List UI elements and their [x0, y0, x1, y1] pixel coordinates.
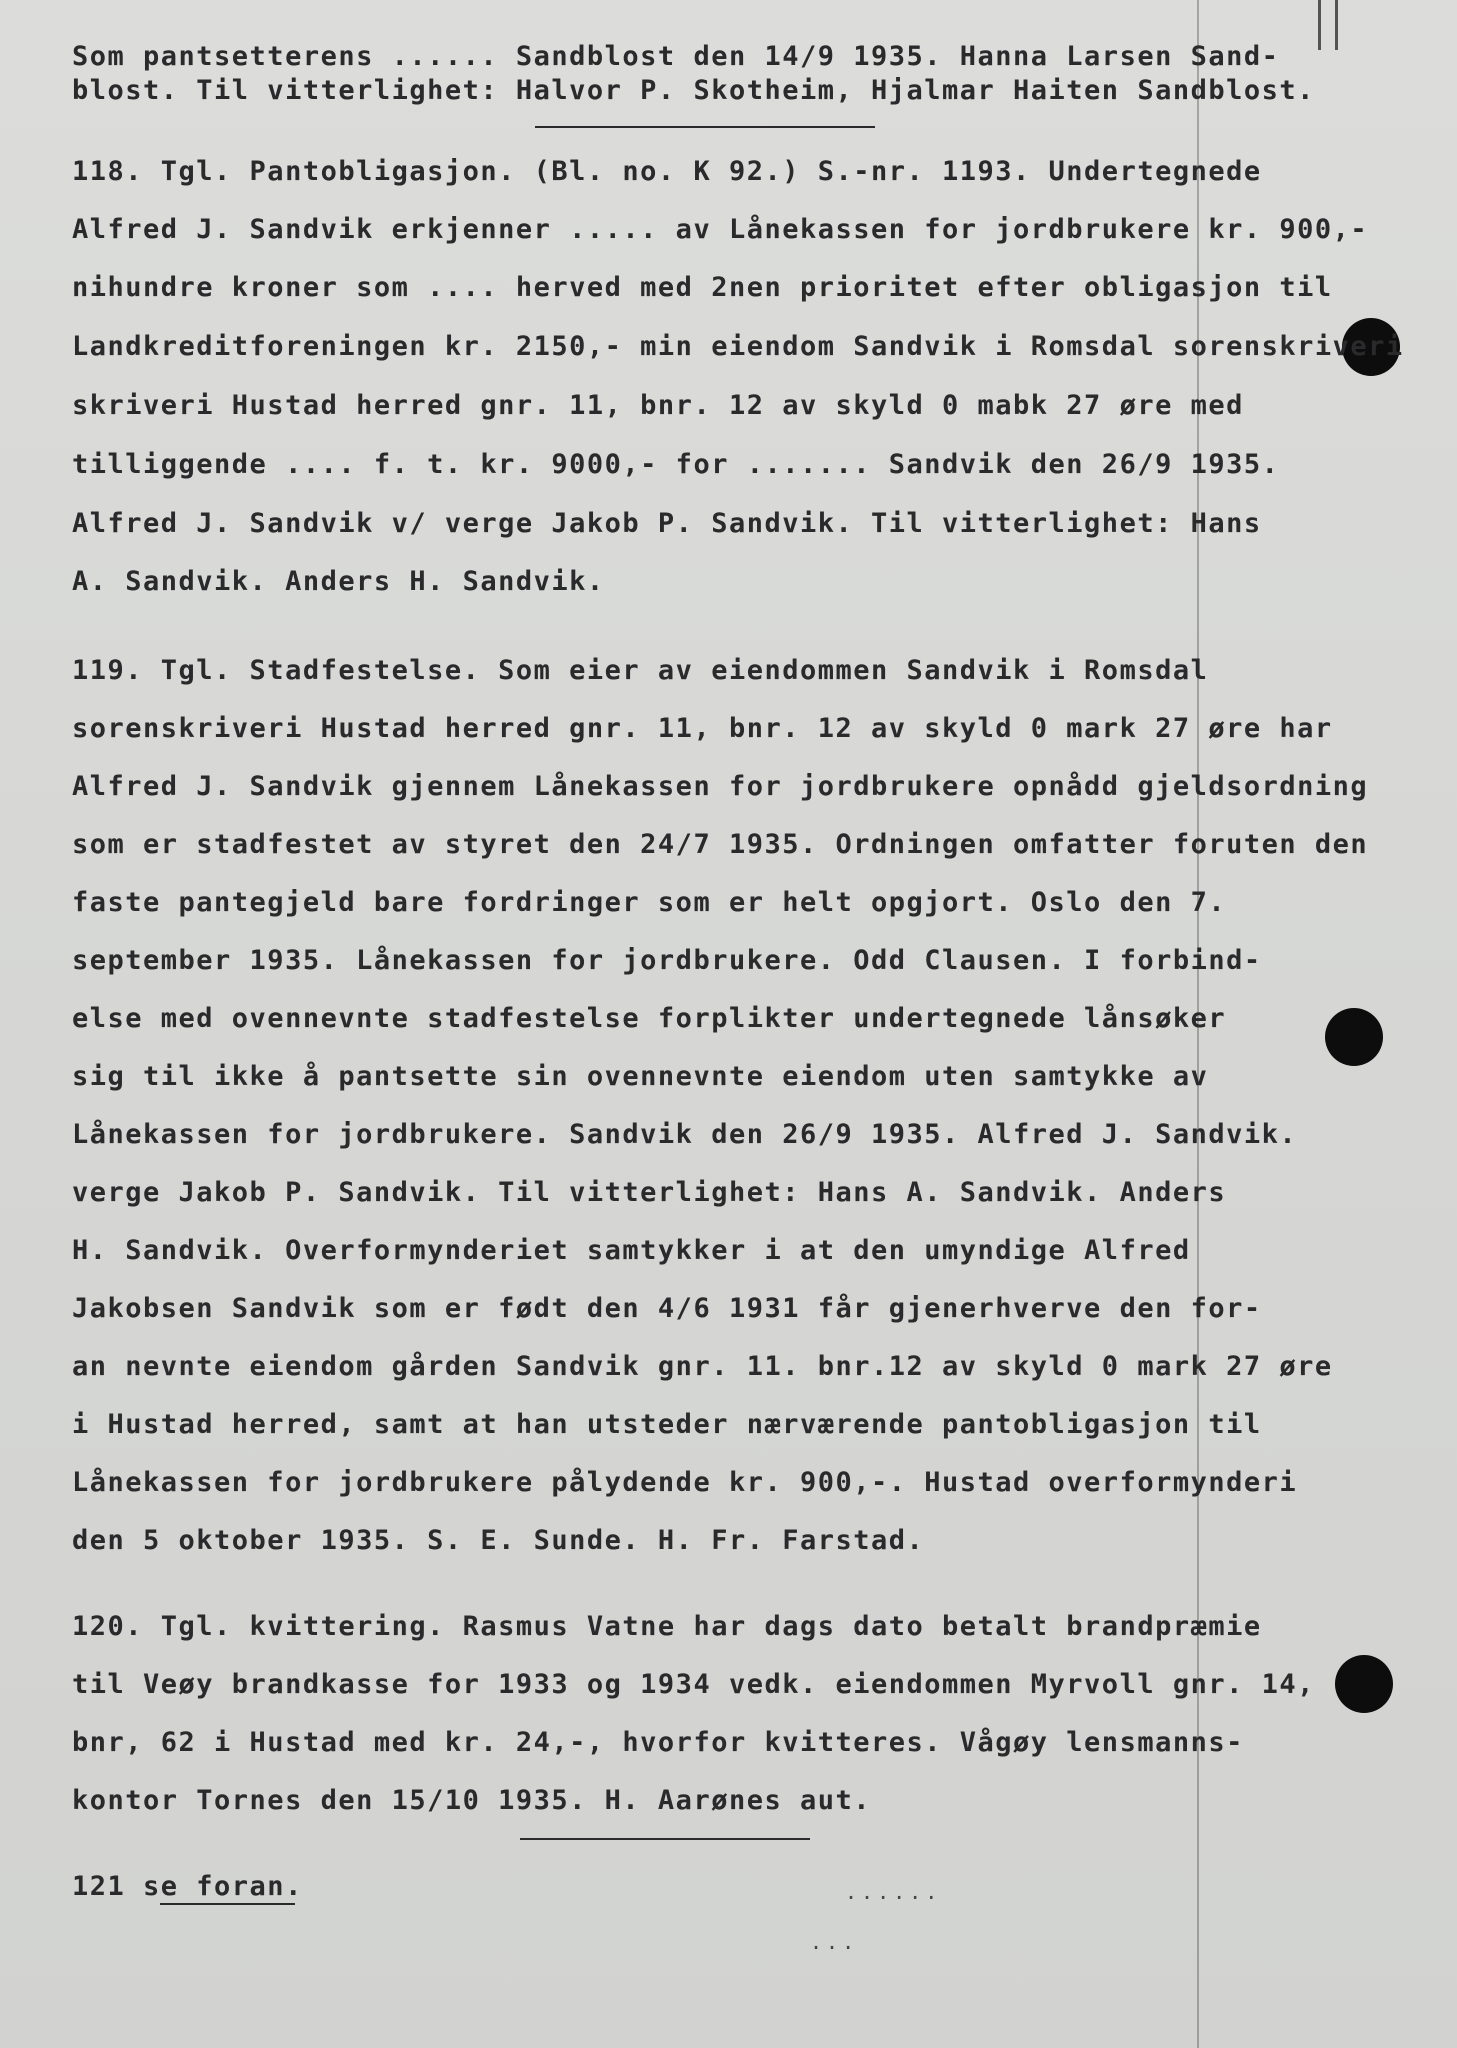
entry-118-line-4: Landkreditforeningen kr. 2150,- min eiendom Sandvik i Romsdal sorenskriveri [72, 331, 1404, 362]
punch-hole-bottom [1335, 1655, 1393, 1713]
entry-119-line-7: else med ovennevnte stadfestelse forplikter undertegnede lånsøker [72, 1003, 1227, 1034]
entry-121-line: 121 se foran. [72, 1871, 303, 1902]
dot-mark-2: ... [810, 1930, 859, 1954]
entry-119-line-10: verge Jakob P. Sandvik. Til vitterlighet: Hans A. Sandvik. Anders [72, 1177, 1227, 1208]
entry-119-line-16: den 5 oktober 1935. S. E. Sunde. H. Fr. Farstad. [72, 1525, 925, 1556]
entry-119-line-6: september 1935. Lånekassen for jordbrukere. Odd Clausen. I forbind- [72, 945, 1262, 976]
corner-mark [1318, 0, 1338, 50]
entry-119-line-11: H. Sandvik. Overformynderiet samtykker i at den umyndige Alfred [72, 1235, 1191, 1266]
entry-118-line-6: tilliggende .... f. t. kr. 9000,- for ....... Sandvik den 26/9 1935. [72, 449, 1280, 480]
entry-118-line-2: Alfred J. Sandvik erkjenner ..... av Lånekassen for jordbrukere kr. 900,- [72, 214, 1369, 245]
entry-119-line-12: Jakobsen Sandvik som er født den 4/6 1931 får gjenerhverve den for- [72, 1293, 1262, 1324]
entry-119-line-3: Alfred J. Sandvik gjennem Lånekassen for jordbrukere opnådd gjeldsordning [72, 771, 1369, 802]
entry-119-line-4: som er stadfestet av styret den 24/7 1935. Ordningen omfatter foruten den [72, 829, 1369, 860]
header-line-1: Som pantsetterens ...... Sandblost den 14/9 1935. Hanna Larsen Sand- [72, 41, 1280, 72]
entry-119-line-8: sig til ikke å pantsette sin ovennevnte eiendom uten samtykke av [72, 1061, 1209, 1092]
entry-120-line-2: til Veøy brandkasse for 1933 og 1934 vedk. eiendommen Myrvoll gnr. 14, [72, 1669, 1315, 1700]
entry-121-underline [160, 1903, 295, 1905]
entry-118-line-8: A. Sandvik. Anders H. Sandvik. [72, 566, 605, 597]
entry-119-line-2: sorenskriveri Hustad herred gnr. 11, bnr. 12 av skyld 0 mark 27 øre har [72, 713, 1333, 744]
separator-rule-bottom [520, 1838, 810, 1840]
entry-119-line-14: i Hustad herred, samt at han utsteder nærværende pantobligasjon til [72, 1409, 1262, 1440]
entry-118-line-5: skriveri Hustad herred gnr. 11, bnr. 12 av skyld 0 mabk 27 øre med [72, 390, 1244, 421]
entry-120-line-1: 120. Tgl. kvittering. Rasmus Vatne har dags dato betalt brandpræmie [72, 1611, 1262, 1642]
dot-mark-1: ...... [845, 1880, 942, 1904]
entry-119-line-5: faste pantegjeld bare fordringer som er helt opgjort. Oslo den 7. [72, 887, 1227, 918]
entry-118-line-1: 118. Tgl. Pantobligasjon. (Bl. no. K 92.) S.-nr. 1193. Undertegnede [72, 156, 1262, 187]
entry-119-line-13: an nevnte eiendom gården Sandvik gnr. 11. bnr.12 av skyld 0 mark 27 øre [72, 1351, 1333, 1382]
entry-120-line-3: bnr, 62 i Hustad med kr. 24,-, hvorfor kvitteres. Vågøy lensmanns- [72, 1727, 1244, 1758]
entry-119-line-1: 119. Tgl. Stadfestelse. Som eier av eiendommen Sandvik i Romsdal [72, 655, 1209, 686]
header-line-2: blost. Til vitterlighet: Halvor P. Skotheim, Hjalmar Haiten Sandblost. [72, 75, 1315, 106]
separator-rule-top [535, 126, 875, 128]
entry-119-line-15: Lånekassen for jordbrukere pålydende kr. 900,-. Hustad overformynderi [72, 1467, 1298, 1498]
entry-119-line-9: Lånekassen for jordbrukere. Sandvik den 26/9 1935. Alfred J. Sandvik. [72, 1119, 1298, 1150]
entry-118-line-3: nihundre kroner som .... herved med 2nen prioritet efter obligasjon til [72, 272, 1333, 303]
entry-120-line-4: kontor Tornes den 15/10 1935. H. Aarønes aut. [72, 1785, 871, 1816]
entry-118-line-7: Alfred J. Sandvik v/ verge Jakob P. Sandvik. Til vitterlighet: Hans [72, 508, 1262, 539]
punch-hole-middle [1325, 1008, 1383, 1066]
